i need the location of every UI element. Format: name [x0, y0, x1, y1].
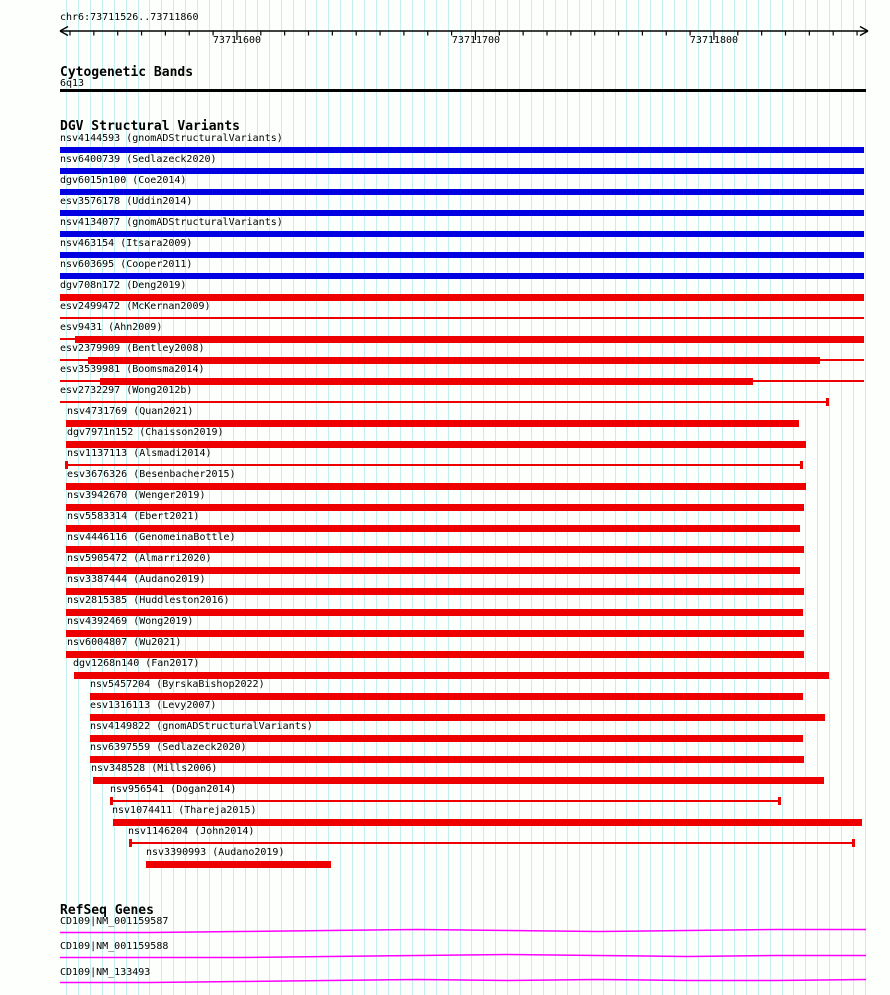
- variant-label: nsv5457204 (ByrskaBishop2022): [90, 679, 265, 690]
- variant-feature[interactable]: [111, 800, 779, 802]
- variant-feature[interactable]: [74, 672, 829, 679]
- variant-feature[interactable]: [113, 819, 862, 826]
- variant-label: nsv4134077 (gnomADStructuralVariants): [60, 217, 283, 228]
- variant-label: esv2732297 (Wong2012b): [60, 385, 193, 396]
- variant-label: nsv4446116 (GenomeinaBottle): [67, 532, 236, 543]
- variant-feature[interactable]: [90, 714, 825, 721]
- variant-label: nsv4392469 (Wong2019): [67, 616, 194, 627]
- variant-label: nsv4149822 (gnomADStructuralVariants): [90, 721, 313, 732]
- variant-label: nsv1137113 (Alsmadi2014): [67, 448, 212, 459]
- variant-label: esv2379909 (Bentley2008): [60, 343, 205, 354]
- variant-label: nsv6397559 (Sedlazeck2020): [90, 742, 247, 753]
- variant-label: nsv348528 (Mills2006): [91, 763, 218, 774]
- variant-feature[interactable]: [66, 546, 804, 553]
- gene-label: CD109|NM_133493: [60, 967, 151, 978]
- variant-feature[interactable]: [88, 357, 820, 364]
- variant-label: esv3676326 (Besenbacher2015): [67, 469, 236, 480]
- ruler-track: [0, 0, 890, 60]
- variant-feature[interactable]: [60, 147, 864, 153]
- variant-label: nsv1074411 (Thareja2015): [112, 805, 257, 816]
- variant-feature[interactable]: [66, 504, 804, 511]
- variant-label: nsv5583314 (Ebert2021): [67, 511, 200, 522]
- variant-label: nsv603695 (Cooper2011): [60, 259, 193, 270]
- grid-line: [865, 0, 866, 995]
- variant-feature[interactable]: [60, 189, 864, 195]
- variant-feature[interactable]: [60, 317, 864, 319]
- variant-feature[interactable]: [60, 210, 864, 216]
- variant-feature[interactable]: [66, 630, 804, 637]
- variant-label: nsv4144593 (gnomADStructuralVariants): [60, 133, 283, 144]
- variant-label: nsv463154 (Itsara2009): [60, 238, 193, 249]
- variant-feature[interactable]: [146, 861, 331, 868]
- variant-feature[interactable]: [66, 464, 801, 466]
- ruler-tick-label: 73711700: [451, 35, 501, 46]
- region-position-label: chr6:73711526..73711860: [60, 12, 199, 23]
- variant-label: esv9431 (Ahn2009): [60, 322, 163, 333]
- variant-feature[interactable]: [60, 359, 88, 361]
- variant-feature[interactable]: [753, 380, 864, 382]
- variant-feature[interactable]: [66, 567, 800, 574]
- variant-label: nsv3387444 (Audano2019): [67, 574, 206, 585]
- variant-feature[interactable]: [60, 231, 864, 237]
- variant-feature[interactable]: [826, 398, 829, 406]
- gene-label: CD109|NM_001159587: [60, 916, 169, 927]
- variant-label: nsv2815385 (Huddleston2016): [67, 595, 230, 606]
- variant-label: esv2499472 (McKernan2009): [60, 301, 211, 312]
- cytoband-section-title: Cytogenetic Bands: [60, 65, 194, 80]
- variant-label: dgv6015n100 (Coe2014): [60, 175, 187, 186]
- variant-feature[interactable]: [60, 252, 864, 258]
- variant-label: nsv5905472 (Almarri2020): [67, 553, 212, 564]
- variant-feature[interactable]: [60, 273, 864, 279]
- variant-feature[interactable]: [66, 588, 804, 595]
- variant-feature[interactable]: [800, 461, 803, 469]
- variant-feature[interactable]: [93, 777, 824, 784]
- ruler-tick-label: 73711800: [689, 35, 739, 46]
- variant-feature[interactable]: [852, 839, 855, 847]
- variant-label: nsv3390993 (Audano2019): [146, 847, 285, 858]
- cytoband-label: 6q13: [60, 78, 85, 89]
- variant-feature[interactable]: [90, 756, 804, 763]
- variant-feature[interactable]: [90, 735, 803, 742]
- cytoband-glyph[interactable]: [60, 89, 866, 92]
- variant-feature[interactable]: [66, 609, 803, 616]
- variant-feature[interactable]: [66, 525, 800, 532]
- variant-feature[interactable]: [778, 797, 781, 805]
- variant-label: nsv956541 (Dogan2014): [110, 784, 237, 795]
- variant-label: nsv3942670 (Wenger2019): [67, 490, 206, 501]
- ruler-tick-label: 73711600: [212, 35, 262, 46]
- dgv-section-title: DGV Structural Variants: [60, 119, 241, 134]
- variant-feature[interactable]: [66, 483, 806, 490]
- variant-label: nsv1146204 (John2014): [128, 826, 255, 837]
- variant-feature[interactable]: [60, 294, 864, 301]
- variant-feature[interactable]: [90, 693, 803, 700]
- refseq-section-title: RefSeq Genes: [60, 903, 154, 918]
- variant-label: dgv1268n140 (Fan2017): [73, 658, 200, 669]
- variant-label: nsv6004807 (Wu2021): [67, 637, 182, 648]
- variant-label: dgv708n172 (Deng2019): [60, 280, 187, 291]
- variant-feature[interactable]: [60, 380, 100, 382]
- variant-feature[interactable]: [66, 651, 804, 658]
- variant-feature[interactable]: [75, 336, 864, 343]
- variant-feature[interactable]: [60, 338, 75, 340]
- variant-feature[interactable]: [820, 359, 864, 361]
- variant-label: dgv7971n152 (Chaisson2019): [67, 427, 224, 438]
- variant-feature[interactable]: [100, 378, 753, 385]
- variant-label: esv3539981 (Boomsma2014): [60, 364, 205, 375]
- variant-label: nsv4731769 (Quan2021): [67, 406, 194, 417]
- variant-feature[interactable]: [66, 441, 806, 448]
- variant-label: esv1316113 (Levy2007): [90, 700, 217, 711]
- variant-label: esv3576178 (Uddin2014): [60, 196, 193, 207]
- variant-feature[interactable]: [60, 401, 827, 403]
- variant-feature[interactable]: [60, 168, 864, 174]
- gene-label: CD109|NM_001159588: [60, 941, 169, 952]
- variant-feature[interactable]: [130, 842, 853, 844]
- variant-feature[interactable]: [66, 420, 799, 427]
- variant-label: nsv6400739 (Sedlazeck2020): [60, 154, 217, 165]
